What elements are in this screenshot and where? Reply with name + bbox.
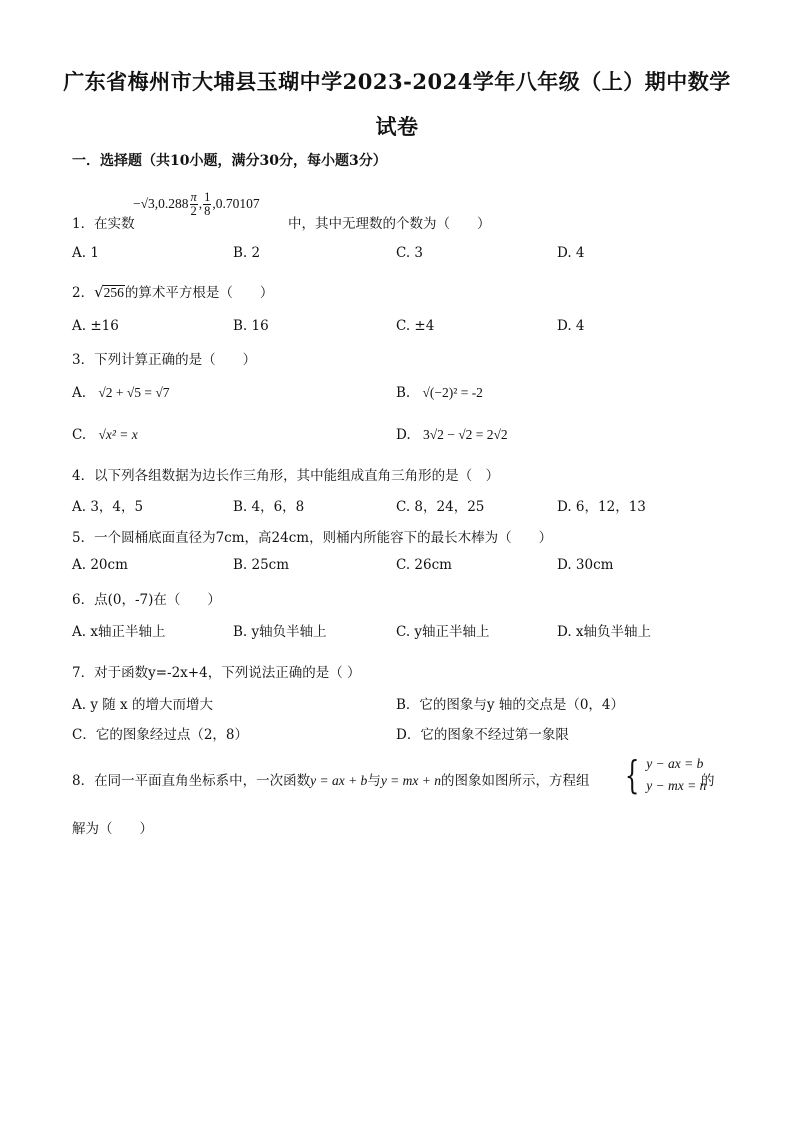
q7-option-c: C．它的图象经过点（2，8） bbox=[72, 727, 249, 743]
q4-stem: 4．以下列各组数据为边长作三角形，其中能组成直角三角形的是（ ） bbox=[72, 468, 500, 484]
q8-stem: 8．在同一平面直角坐标系中，一次函数y = ax + b与y = mx + n的图象如图所示，方程组 bbox=[72, 773, 590, 789]
q3-option-a-math: √2 + √5 = √7 bbox=[98, 385, 170, 400]
q1-option-c: C. 3 bbox=[396, 245, 424, 261]
q2-option-c: C. ±4 bbox=[396, 318, 435, 334]
exam-title-continued: 试卷 bbox=[375, 114, 419, 139]
q2-option-a: A. ±16 bbox=[72, 318, 119, 334]
q7-option-b: B．它的图象与y 轴的交点是（0，4） bbox=[396, 697, 625, 713]
fraction-1-over-8: $\frac{1}{8}$ bbox=[204, 190, 211, 219]
q6-option-a: A. x轴正半轴上 bbox=[72, 624, 166, 640]
q8-equation-1: y − ax = b bbox=[646, 756, 704, 771]
q5-stem: 5．一个圆桶底面直径为7cm，高24cm，则桶内所能容下的最长木棒为（ ） bbox=[72, 530, 553, 546]
q2-radicand: 256 bbox=[103, 285, 124, 300]
q3-option-a: A. √2 + √5 = √7 bbox=[72, 385, 170, 401]
q5-option-d: D. 30cm bbox=[557, 557, 614, 573]
exam-title: 广东省梅州市大埔县玉瑚中学2023-2024学年八年级（上）期中数学 bbox=[63, 69, 731, 94]
q6-option-c: C. y轴正半轴上 bbox=[396, 624, 490, 640]
q6-stem: 6．点(0，-7)在（ ） bbox=[72, 592, 221, 608]
q1-option-a: A. 1 bbox=[72, 245, 99, 261]
q4-option-d: D. 6，12，13 bbox=[557, 499, 646, 515]
q3-option-d-math: 3√2 − √2 = 2√2 bbox=[422, 427, 508, 442]
q4-option-a: A. 3，4，5 bbox=[72, 499, 144, 515]
q3-option-b: B. √(−2)² = -2 bbox=[396, 385, 483, 401]
q5-option-c: C. 26cm bbox=[396, 557, 452, 573]
left-brace: { bbox=[624, 752, 640, 797]
section-heading: 一．选择题（共10小题，满分30分，每小题3分） bbox=[72, 153, 387, 169]
q2-option-d: D. 4 bbox=[557, 318, 585, 334]
q8-equation-2: y − mx = n bbox=[646, 777, 707, 793]
q1-numbers: −√3,0.288 $\frac{\pi}{2}$ , $\frac{1}{8}$ ,0.70107 bbox=[133, 190, 260, 219]
q8-equation-system bbox=[620, 753, 706, 796]
q8-stem-tail: 的 bbox=[701, 773, 715, 789]
q8-function-1: y = ax + b bbox=[310, 773, 368, 788]
q8-stem-line2: 解为（ ） bbox=[72, 821, 153, 837]
q1-option-d: D. 4 bbox=[557, 245, 585, 261]
q6-option-d: D. x轴负半轴上 bbox=[557, 624, 652, 640]
q2-stem: 2．√256的算术平方根是（ ） bbox=[72, 283, 274, 301]
fraction-pi-over-2: $\frac{\pi}{2}$ bbox=[190, 190, 197, 219]
q7-stem: 7．对于函数y=-2x+4，下列说法正确的是（ ） bbox=[72, 665, 361, 681]
q3-option-c: C. √x² = x bbox=[72, 427, 138, 443]
q2-option-b: B. 16 bbox=[233, 318, 269, 334]
q1-stem-suffix: 中，其中无理数的个数为（ ） bbox=[288, 216, 491, 232]
q7-option-d: D．它的图象不经过第一象限 bbox=[396, 727, 569, 743]
q3-stem: 3．下列计算正确的是（ ） bbox=[72, 352, 257, 368]
q6-option-b: B. y轴负半轴上 bbox=[233, 624, 327, 640]
q5-option-a: A. 20cm bbox=[72, 557, 128, 573]
q8-function-2: y = mx + n bbox=[380, 773, 442, 788]
q4-option-c: C. 8，24，25 bbox=[396, 499, 485, 515]
q1-option-b: B. 2 bbox=[233, 245, 261, 261]
q3-option-d: D. 3√2 − √2 = 2√2 bbox=[396, 427, 508, 443]
q3-option-b-math: √(−2)² = -2 bbox=[422, 385, 483, 400]
q5-option-b: B. 25cm bbox=[233, 557, 290, 573]
q1-stem-prefix: 1．在实数 bbox=[72, 216, 135, 232]
q4-option-b: B. 4，6，8 bbox=[233, 499, 305, 515]
q7-option-a: A. y 随 x 的增大而增大 bbox=[72, 697, 213, 713]
q3-option-c-math: √x² = x bbox=[98, 427, 138, 442]
